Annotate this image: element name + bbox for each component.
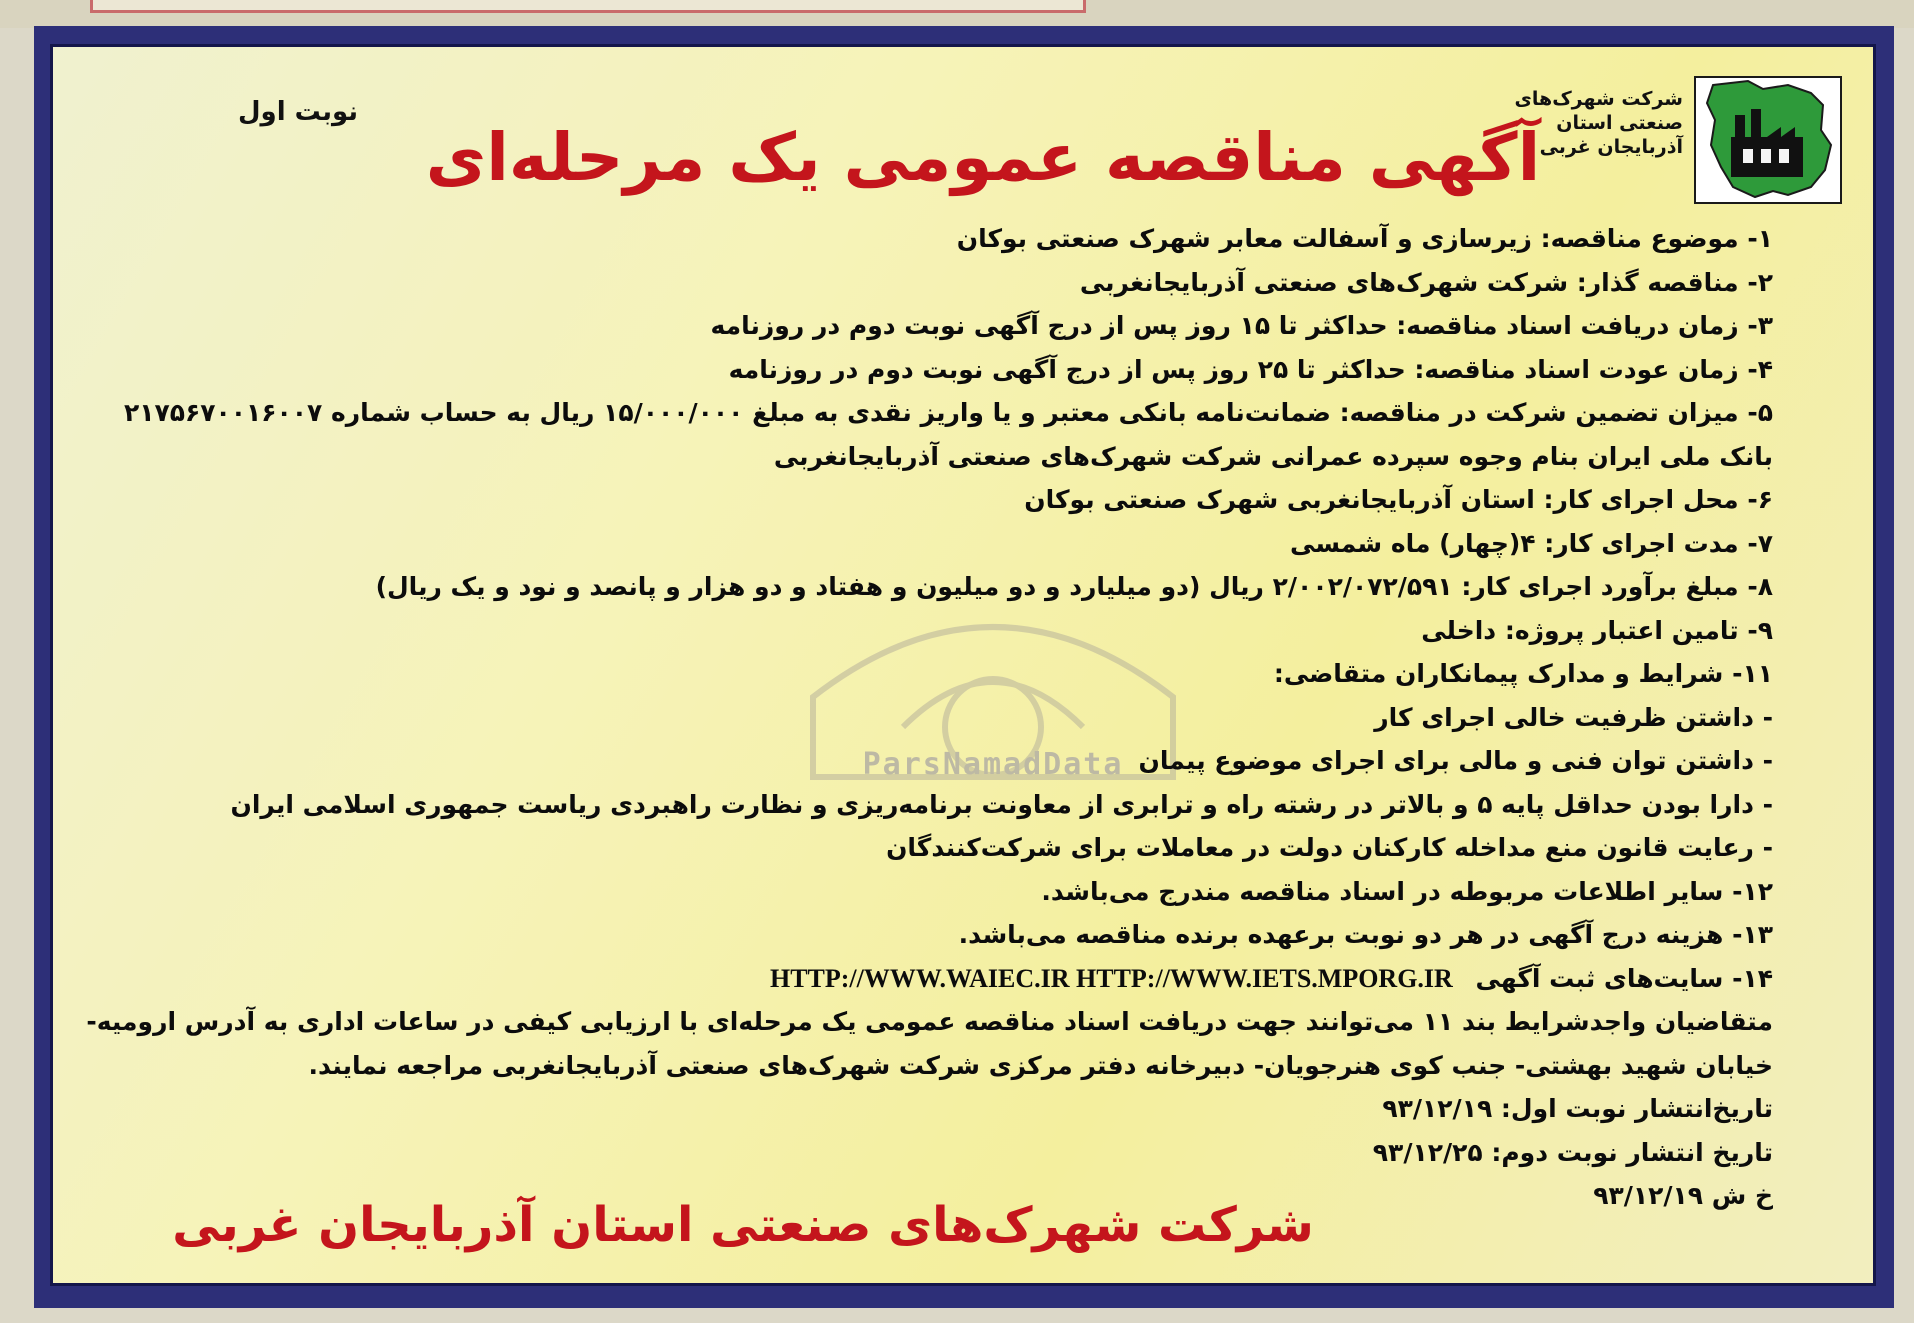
body-line: ۴- زمان عودت اسناد مناقصه: حداکثر تا ۲۵ روز پس از درج آگهی نوبت دوم در روزنامه bbox=[728, 354, 1773, 384]
body-line: - داشتن توان فنی و مالی برای اجرای موضوع پیمان bbox=[1138, 746, 1773, 775]
sites-line bbox=[93, 957, 1773, 1001]
ad-frame bbox=[34, 26, 1894, 1308]
body-line: ۱- موضوع مناقصه: زیرسازی و آسفالت معابر شهرک صنعتی بوکان bbox=[956, 224, 1773, 253]
ad-code: خ ش ۹۳/۱۲/۱۹ bbox=[1593, 1181, 1773, 1210]
company-small-line: آذربایجان غربی bbox=[1539, 136, 1683, 158]
body-line: - دارا بودن حداقل پایه ۵ و بالاتر در رشته راه و ترابری از معاونت برنامه‌ریزی و نظارت راهبردی ریاست جمهوری اسلامی ایران bbox=[230, 789, 1773, 819]
body-line: متقاضیان واجدشرایط بند ۱۱ می‌توانند جهت دریافت اسناد مناقصه عمومی یک مرحله‌ای با ارزیابی کیفی در ساعات اداری به آدرس ارومیه- bbox=[86, 1007, 1773, 1036]
body-line: - رعایت قانون منع مداخله کارکنان دولت در معاملات برای شرکت‌کنندگان bbox=[886, 833, 1773, 862]
publish-date-second: تاریخ انتشار نوبت دوم: ۹۳/۱۲/۲۵ bbox=[1372, 1137, 1773, 1167]
top-strip bbox=[0, 0, 1914, 28]
ad-title: آگهی مناقصه عمومی یک مرحله‌ای bbox=[425, 119, 1541, 196]
footer-company-name: شرکت شهرک‌های صنعتی استان آذربایجان غربی bbox=[172, 1197, 1314, 1253]
body-line: خیابان شهید بهشتی- جنب کوی هنرجویان- دبیرخانه دفتر مرکزی شرکت شهرک‌های صنعتی آذربایجانغربی مراجعه نمایند. bbox=[308, 1050, 1773, 1080]
watermark-label: ParsNamadData bbox=[862, 747, 1124, 782]
ad-paper bbox=[50, 44, 1876, 1286]
company-small-line: شرکت شهرک‌های bbox=[1514, 88, 1683, 110]
body-line: ۳- زمان دریافت اسناد مناقصه: حداکثر تا ۱۵ روز پس از درج آگهی نوبت دوم در روزنامه bbox=[710, 311, 1773, 340]
round-label: نوبت اول bbox=[238, 97, 359, 127]
body-line: ۱۱- شرایط و مدارک پیمانکاران متقاضی: bbox=[1273, 659, 1773, 688]
body-line: ۷- مدت اجرای کار: ۴(چهار) ماه شمسی bbox=[1290, 528, 1773, 558]
body-line: بانک ملی ایران بنام وجوه سپرده عمرانی شرکت شهرک‌های صنعتی آذربایجانغربی bbox=[773, 441, 1773, 471]
ad-body bbox=[86, 217, 1773, 1218]
publish-date-first: تاریخ‌انتشار نوبت اول: ۹۳/۱۲/۱۹ bbox=[1382, 1094, 1773, 1123]
body-line: ۱۲- سایر اطلاعات مربوطه در اسناد مناقصه مندرج می‌باشد. bbox=[1041, 876, 1773, 906]
body-line: ۶- محل اجرای کار: استان آذربایجانغربی شهرک صنعتی بوکان bbox=[1024, 485, 1773, 514]
company-logo-icon bbox=[1693, 75, 1843, 205]
body-line: ۸- مبلغ برآورد اجرای کار: ۲/۰۰۲/۰۷۲/۵۹۱ ریال (دو میلیارد و دو میلیون و هفتاد و دو هزار و پانصد و نود و یک ریال) bbox=[375, 572, 1773, 601]
body-line: ۱۳- هزینه درج آگهی در هر دو نوبت برعهده برنده مناقصه می‌باشد. bbox=[958, 920, 1773, 949]
body-line: - داشتن ظرفیت خالی اجرای کار bbox=[1374, 702, 1773, 732]
adjacent-ad-edge bbox=[90, 0, 1086, 13]
body-line: ۵- میزان تضمین شرکت در مناقصه: ضمانت‌نامه بانکی معتبر و یا واریز نقدی به مبلغ ۱۵/۰۰۰/۰۰۰ ریال به حساب شماره ۲۱۷۵۶۷۰۰۱۶۰۰۷ bbox=[123, 398, 1773, 427]
sites-urls: HTTP://WWW.WAIEC.IR HTTP://WWW.IETS.MPORG.IR bbox=[769, 963, 1453, 993]
body-line: ۹- تامین اعتبار پروژه: داخلی bbox=[1421, 615, 1773, 645]
body-line: ۲- مناقصه گذار: شرکت شهرک‌های صنعتی آذربایجانغربی bbox=[1079, 267, 1773, 297]
company-small-line: صنعتی استان bbox=[1556, 112, 1683, 134]
sites-label: ۱۴- سایت‌های ثبت آگهی bbox=[1475, 963, 1773, 993]
